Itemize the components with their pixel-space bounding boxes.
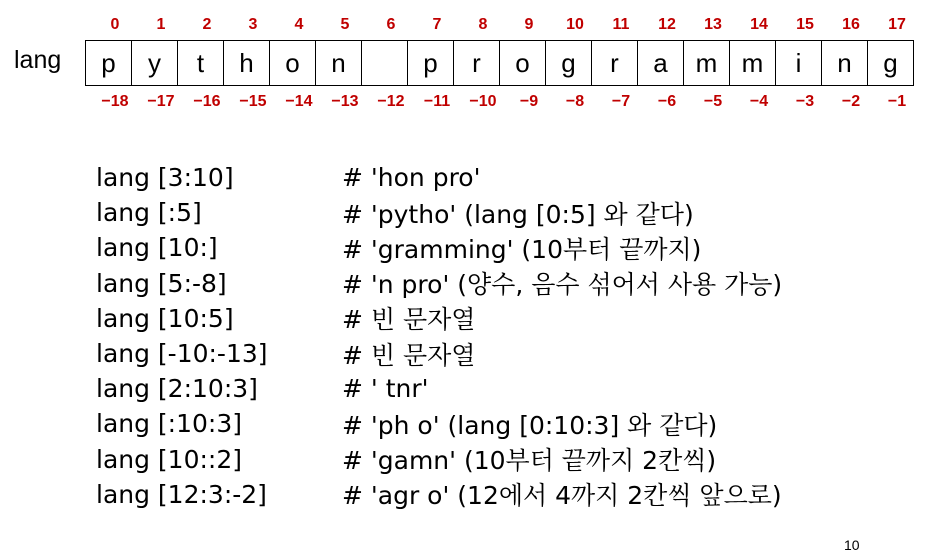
char-cell: h <box>224 41 270 85</box>
negative-index: −12 <box>377 93 405 110</box>
negative-index: −10 <box>469 93 497 110</box>
negative-index: −11 <box>423 93 451 110</box>
example-row <box>96 477 782 512</box>
slice-comment: # 'gamn' (10부터 끝까지 2칸씩) <box>342 446 717 476</box>
positive-index: 9 <box>524 16 534 33</box>
example-row <box>96 301 782 336</box>
positive-index-row <box>92 16 920 34</box>
slice-comment: # 'ph o' (lang [0:10:3] 와 같다) <box>342 410 718 440</box>
negative-index: −17 <box>147 93 175 110</box>
positive-index: 8 <box>478 16 488 33</box>
slice-expression: lang [5:-8] <box>96 268 227 298</box>
negative-index: −1 <box>887 93 907 110</box>
slice-comment: # 빈 문자열 <box>342 305 476 335</box>
negative-index: −4 <box>749 93 769 110</box>
char-cell: n <box>316 41 362 85</box>
negative-index: −3 <box>795 93 815 110</box>
negative-index: −15 <box>239 93 267 110</box>
char-cell: r <box>454 41 500 85</box>
slice-expression: lang [12:3:-2] <box>96 479 267 509</box>
negative-index: −2 <box>841 93 861 110</box>
string-cells <box>85 40 914 86</box>
positive-index: 5 <box>340 16 350 33</box>
char-cell: p <box>408 41 454 85</box>
slice-comment: # 'hon pro' <box>342 163 481 193</box>
char-cell: y <box>132 41 178 85</box>
example-row <box>96 160 782 195</box>
char-cell: a <box>638 41 684 85</box>
negative-index: −8 <box>565 93 585 110</box>
variable-label: lang <box>14 46 62 74</box>
positive-index: 14 <box>750 16 768 33</box>
slice-expression: lang [10::2] <box>96 444 242 474</box>
char-cell: m <box>730 41 776 85</box>
positive-index: 4 <box>294 16 304 33</box>
positive-index: 7 <box>432 16 442 33</box>
slice-expression: lang [10:] <box>96 233 218 263</box>
example-row <box>96 406 782 441</box>
char-cell: t <box>178 41 224 85</box>
slice-expression: lang [3:10] <box>96 163 234 193</box>
page-number: 10 <box>844 537 860 553</box>
example-row <box>96 336 782 371</box>
example-row <box>96 442 782 477</box>
positive-index: 12 <box>658 16 676 33</box>
slice-expression: lang [2:10:3] <box>96 374 258 404</box>
slice-comment: # 'agr o' (12에서 4까지 2칸씩 앞으로) <box>342 481 782 511</box>
positive-index: 2 <box>202 16 212 33</box>
positive-index: 15 <box>796 16 814 33</box>
slice-expression: lang [:10:3] <box>96 409 242 439</box>
negative-index: −5 <box>703 93 723 110</box>
slice-comment: # 'gramming' (10부터 끝까지) <box>342 234 702 264</box>
slice-comment: # 'n pro' (양수, 음수 섞어서 사용 가능) <box>342 270 783 300</box>
char-cell: o <box>270 41 316 85</box>
char-cell: o <box>500 41 546 85</box>
char-cell: g <box>546 41 592 85</box>
char-cell: n <box>822 41 868 85</box>
negative-index: −16 <box>193 93 221 110</box>
char-cell: i <box>776 41 822 85</box>
slice-comment: # 'pytho' (lang [0:5] 와 같다) <box>342 199 694 229</box>
slice-comment: # 빈 문자열 <box>342 340 476 370</box>
char-cell: g <box>883 47 898 78</box>
slice-expression: lang [10:5] <box>96 303 234 333</box>
negative-index: −9 <box>519 93 539 110</box>
example-row <box>96 371 782 406</box>
char-cell <box>362 41 408 85</box>
positive-index: 17 <box>888 16 906 33</box>
negative-index: −7 <box>611 93 631 110</box>
slicing-examples <box>96 160 782 512</box>
slice-comment: # ' tnr' <box>342 374 429 404</box>
char-cell: r <box>592 41 638 85</box>
negative-index-row <box>92 93 920 111</box>
positive-index: 0 <box>110 16 120 33</box>
positive-index: 1 <box>156 16 166 33</box>
example-row <box>96 266 782 301</box>
char-cell: p <box>86 41 132 85</box>
negative-index: −14 <box>285 93 313 110</box>
positive-index: 3 <box>248 16 258 33</box>
negative-index: −13 <box>331 93 359 110</box>
positive-index: 16 <box>842 16 860 33</box>
negative-index: −18 <box>101 93 129 110</box>
char-cell: m <box>684 41 730 85</box>
example-row <box>96 230 782 265</box>
slice-expression: lang [-10:-13] <box>96 339 268 369</box>
slice-expression: lang [:5] <box>96 198 202 228</box>
positive-index: 6 <box>386 16 396 33</box>
example-row <box>96 195 782 230</box>
negative-index: −6 <box>657 93 677 110</box>
positive-index: 13 <box>704 16 722 33</box>
positive-index: 11 <box>612 16 630 33</box>
positive-index: 10 <box>566 16 584 33</box>
